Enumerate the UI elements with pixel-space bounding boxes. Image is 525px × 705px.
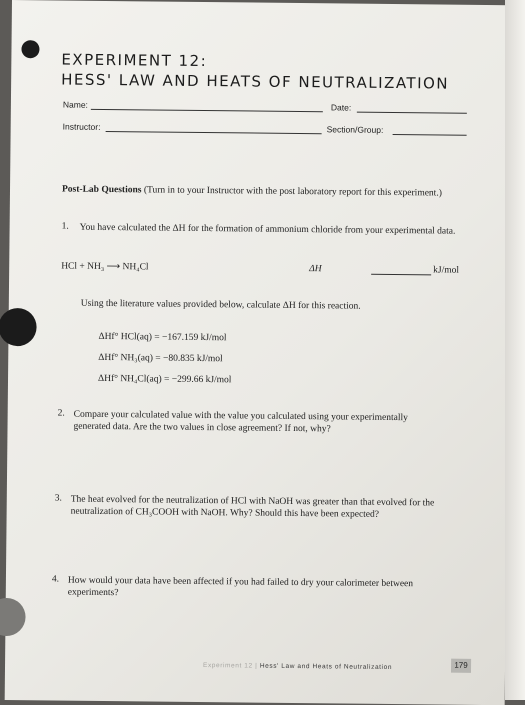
delta-h-answer-field[interactable] xyxy=(371,274,431,276)
question-number: 2. xyxy=(57,408,65,419)
postlab-header xyxy=(62,184,492,201)
section-label: Section/Group: xyxy=(326,124,384,135)
question-2-text: Compare your calculated value with the value you calculated using your experimentally generated data. Are the two values in close agreement? If not, why? xyxy=(73,409,408,435)
worksheet-page xyxy=(5,0,512,705)
instructor-field[interactable] xyxy=(106,131,322,134)
question-number: 1. xyxy=(61,221,69,232)
lit-value-nh4cl: ΔHf° NH₄Cl(aq) = −299.66 kJ/mol xyxy=(97,373,232,386)
instructor-label: Instructor: xyxy=(62,121,101,132)
postlab-heading: Post-Lab Questions xyxy=(61,184,142,196)
delta-h-unit: kJ/mol xyxy=(433,265,460,276)
lit-value-hcl: ΔHf° HCl(aq) = −167.159 kJ/mol xyxy=(98,331,227,344)
question-number: 4. xyxy=(51,574,60,585)
adjacent-page-edge xyxy=(505,0,525,700)
punch-hole xyxy=(21,40,39,58)
footer-title: Hess' Law and Heats of Neutralization xyxy=(259,662,393,672)
reaction-equation: HCl + NH₃ ⟶ NH₄Cl xyxy=(61,261,149,273)
date-field[interactable] xyxy=(357,112,467,114)
postlab-instruction: (Turn in to your Instructor with the post laboratory report for this experiment.) xyxy=(143,185,442,199)
section-field[interactable] xyxy=(393,134,467,136)
lit-value-nh3: ΔHf° NH₃(aq) = −80.835 kJ/mol xyxy=(98,352,223,365)
question-3-text: The heat evolved for the neutralization of HCl with NaOH was greater than that evolved for the neutralization of CH₃COOH with NaOH. Why? Should this have been expected? xyxy=(70,494,435,520)
experiment-number: EXPERIMENT 12: xyxy=(61,50,208,71)
delta-h-label: ΔH xyxy=(309,264,322,275)
literature-intro: Using the literature values provided below, calculate ΔH for this reaction. xyxy=(80,298,361,312)
footer-experiment: Experiment 12 xyxy=(203,662,253,670)
question-1-text: You have calculated the ΔH for the formation of ammonium chloride from your experimental data. xyxy=(79,222,456,237)
name-field[interactable] xyxy=(91,109,323,112)
page-footer: Experiment 12 | Hess' Law and Heats of Neutralization xyxy=(203,662,393,672)
punch-hole xyxy=(0,598,26,636)
question-number: 3. xyxy=(54,493,62,504)
page-number: 179 xyxy=(451,659,471,673)
experiment-title: HESS' LAW AND HEATS OF NEUTRALIZATION xyxy=(61,70,450,93)
question-4-text: How would your data have been affected if you had failed to dry your calorimeter between experiments? xyxy=(67,575,414,599)
name-label: Name: xyxy=(62,99,89,110)
date-label: Date: xyxy=(330,102,352,113)
punch-hole xyxy=(0,308,37,346)
